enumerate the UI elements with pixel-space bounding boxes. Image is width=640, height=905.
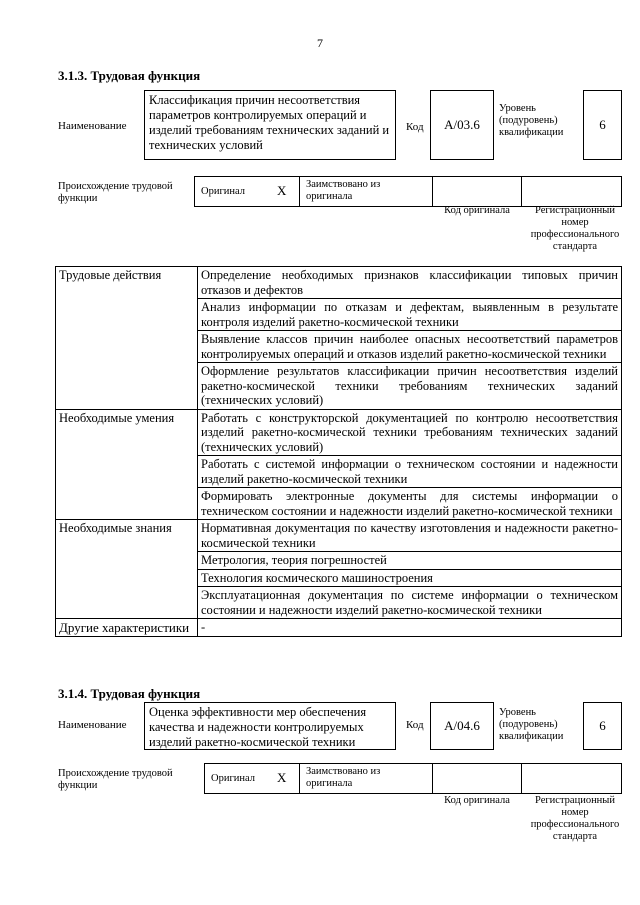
original-mark: X bbox=[277, 770, 287, 785]
level-value: 6 bbox=[599, 718, 606, 733]
borrowed-cell bbox=[299, 176, 433, 207]
borrowed-label: Заимствовано из оригинала bbox=[306, 766, 381, 789]
origin-label: Происхождение трудовой функции bbox=[58, 181, 173, 204]
table-cell: Оформление результатов классификации причин несоответствия изделий ракетно-космической техники требованиям технических заданий (технических условий) bbox=[198, 363, 622, 410]
code-original-cell bbox=[432, 763, 522, 794]
table-cell: Формировать электронные документы для системы информации о техническом состоянии и надежности изделий ракетно-космической техники bbox=[198, 488, 622, 520]
code-original-label: Код оригинала bbox=[444, 795, 510, 806]
level-value: 6 bbox=[599, 117, 606, 132]
table-cell: Эксплуатационная документация по системе информации о техническом состоянии и надежности изделий ракетно-космической техники bbox=[198, 587, 622, 619]
name-label: Наименование bbox=[58, 120, 127, 132]
table-cell: Нормативная документация по качеству изготовления и надежности ракетно-космической техники bbox=[198, 520, 622, 552]
code-original-label: Код оригинала bbox=[444, 205, 510, 216]
code-label: Код bbox=[406, 121, 424, 133]
function-details-table bbox=[55, 266, 622, 637]
table-row bbox=[56, 267, 622, 299]
origin-label: Происхождение трудовой функции bbox=[58, 768, 173, 791]
section-title-3-1-4: 3.1.4. Трудовая функция bbox=[58, 686, 201, 701]
code-label: Код bbox=[406, 719, 424, 731]
level-box bbox=[583, 702, 622, 750]
name-label: Наименование bbox=[58, 719, 127, 731]
code-value: A/03.6 bbox=[444, 117, 480, 132]
group-label-knowledge: Необходимые знания bbox=[56, 520, 198, 619]
reg-number-label: Регистрационный номер профессионального стандарта bbox=[530, 795, 620, 842]
group-label-skills: Необходимые умения bbox=[56, 409, 198, 520]
code-box bbox=[430, 90, 494, 160]
function-name-box bbox=[144, 90, 396, 160]
table-row bbox=[56, 409, 622, 456]
function-name-value: Классификация причин несоответствия параметров контролируемых операций и изделий требованиям технических заданий и технических условий bbox=[149, 93, 390, 152]
reg-number-label: Регистрационный номер профессионального стандарта bbox=[530, 205, 620, 252]
level-label: Уровень (подуровень) квалификации bbox=[499, 103, 564, 138]
level-box bbox=[583, 90, 622, 160]
page-number: 7 bbox=[317, 36, 323, 50]
original-label: Оригинал bbox=[201, 186, 245, 197]
section-title-3-1-3: 3.1.3. Трудовая функция bbox=[58, 68, 201, 83]
table-cell: Анализ информации по отказам и дефектам, выявленным в результате контроля изделий ракетно-космической техники bbox=[198, 299, 622, 331]
group-label-labor-actions: Трудовые действия bbox=[56, 267, 198, 410]
original-cell bbox=[194, 176, 300, 207]
table-cell: Выявление классов причин наиболее опасных несоответствий параметров контролируемых операций и отказов изделий ракетно-космической техники bbox=[198, 331, 622, 363]
original-mark: X bbox=[277, 183, 287, 198]
table-row bbox=[56, 520, 622, 552]
original-cell bbox=[204, 763, 300, 794]
function-name-value: Оценка эффективности мер обеспечения качества и надежности контролируемых изделий ракетно-космической техники bbox=[149, 705, 367, 749]
reg-number-cell bbox=[521, 763, 622, 794]
borrowed-label: Заимствовано из оригинала bbox=[306, 179, 381, 202]
function-name-box bbox=[144, 702, 396, 750]
level-label: Уровень (подуровень) квалификации bbox=[499, 707, 564, 742]
table-cell: Технология космического машиностроения bbox=[198, 569, 622, 587]
table-cell: Работать с системой информации о техническом состоянии и надежности изделий ракетно-космической техники bbox=[198, 456, 622, 488]
code-original-cell bbox=[432, 176, 522, 207]
group-label-other: Другие характеристики bbox=[56, 619, 198, 637]
table-cell: Работать с конструкторской документацией по контролю несоответствия изделий ракетно-космической техники требованиям технических заданий (технических условий) bbox=[198, 409, 622, 456]
original-label: Оригинал bbox=[211, 773, 255, 784]
table-row bbox=[56, 619, 622, 637]
table-cell: - bbox=[198, 619, 622, 637]
table-cell: Определение необходимых признаков классификации типовых причин отказов и дефектов bbox=[198, 267, 622, 299]
borrowed-cell bbox=[299, 763, 433, 794]
code-box bbox=[430, 702, 494, 750]
code-value: A/04.6 bbox=[444, 718, 480, 733]
table-cell: Метрология, теория погрешностей bbox=[198, 552, 622, 570]
reg-number-cell bbox=[521, 176, 622, 207]
